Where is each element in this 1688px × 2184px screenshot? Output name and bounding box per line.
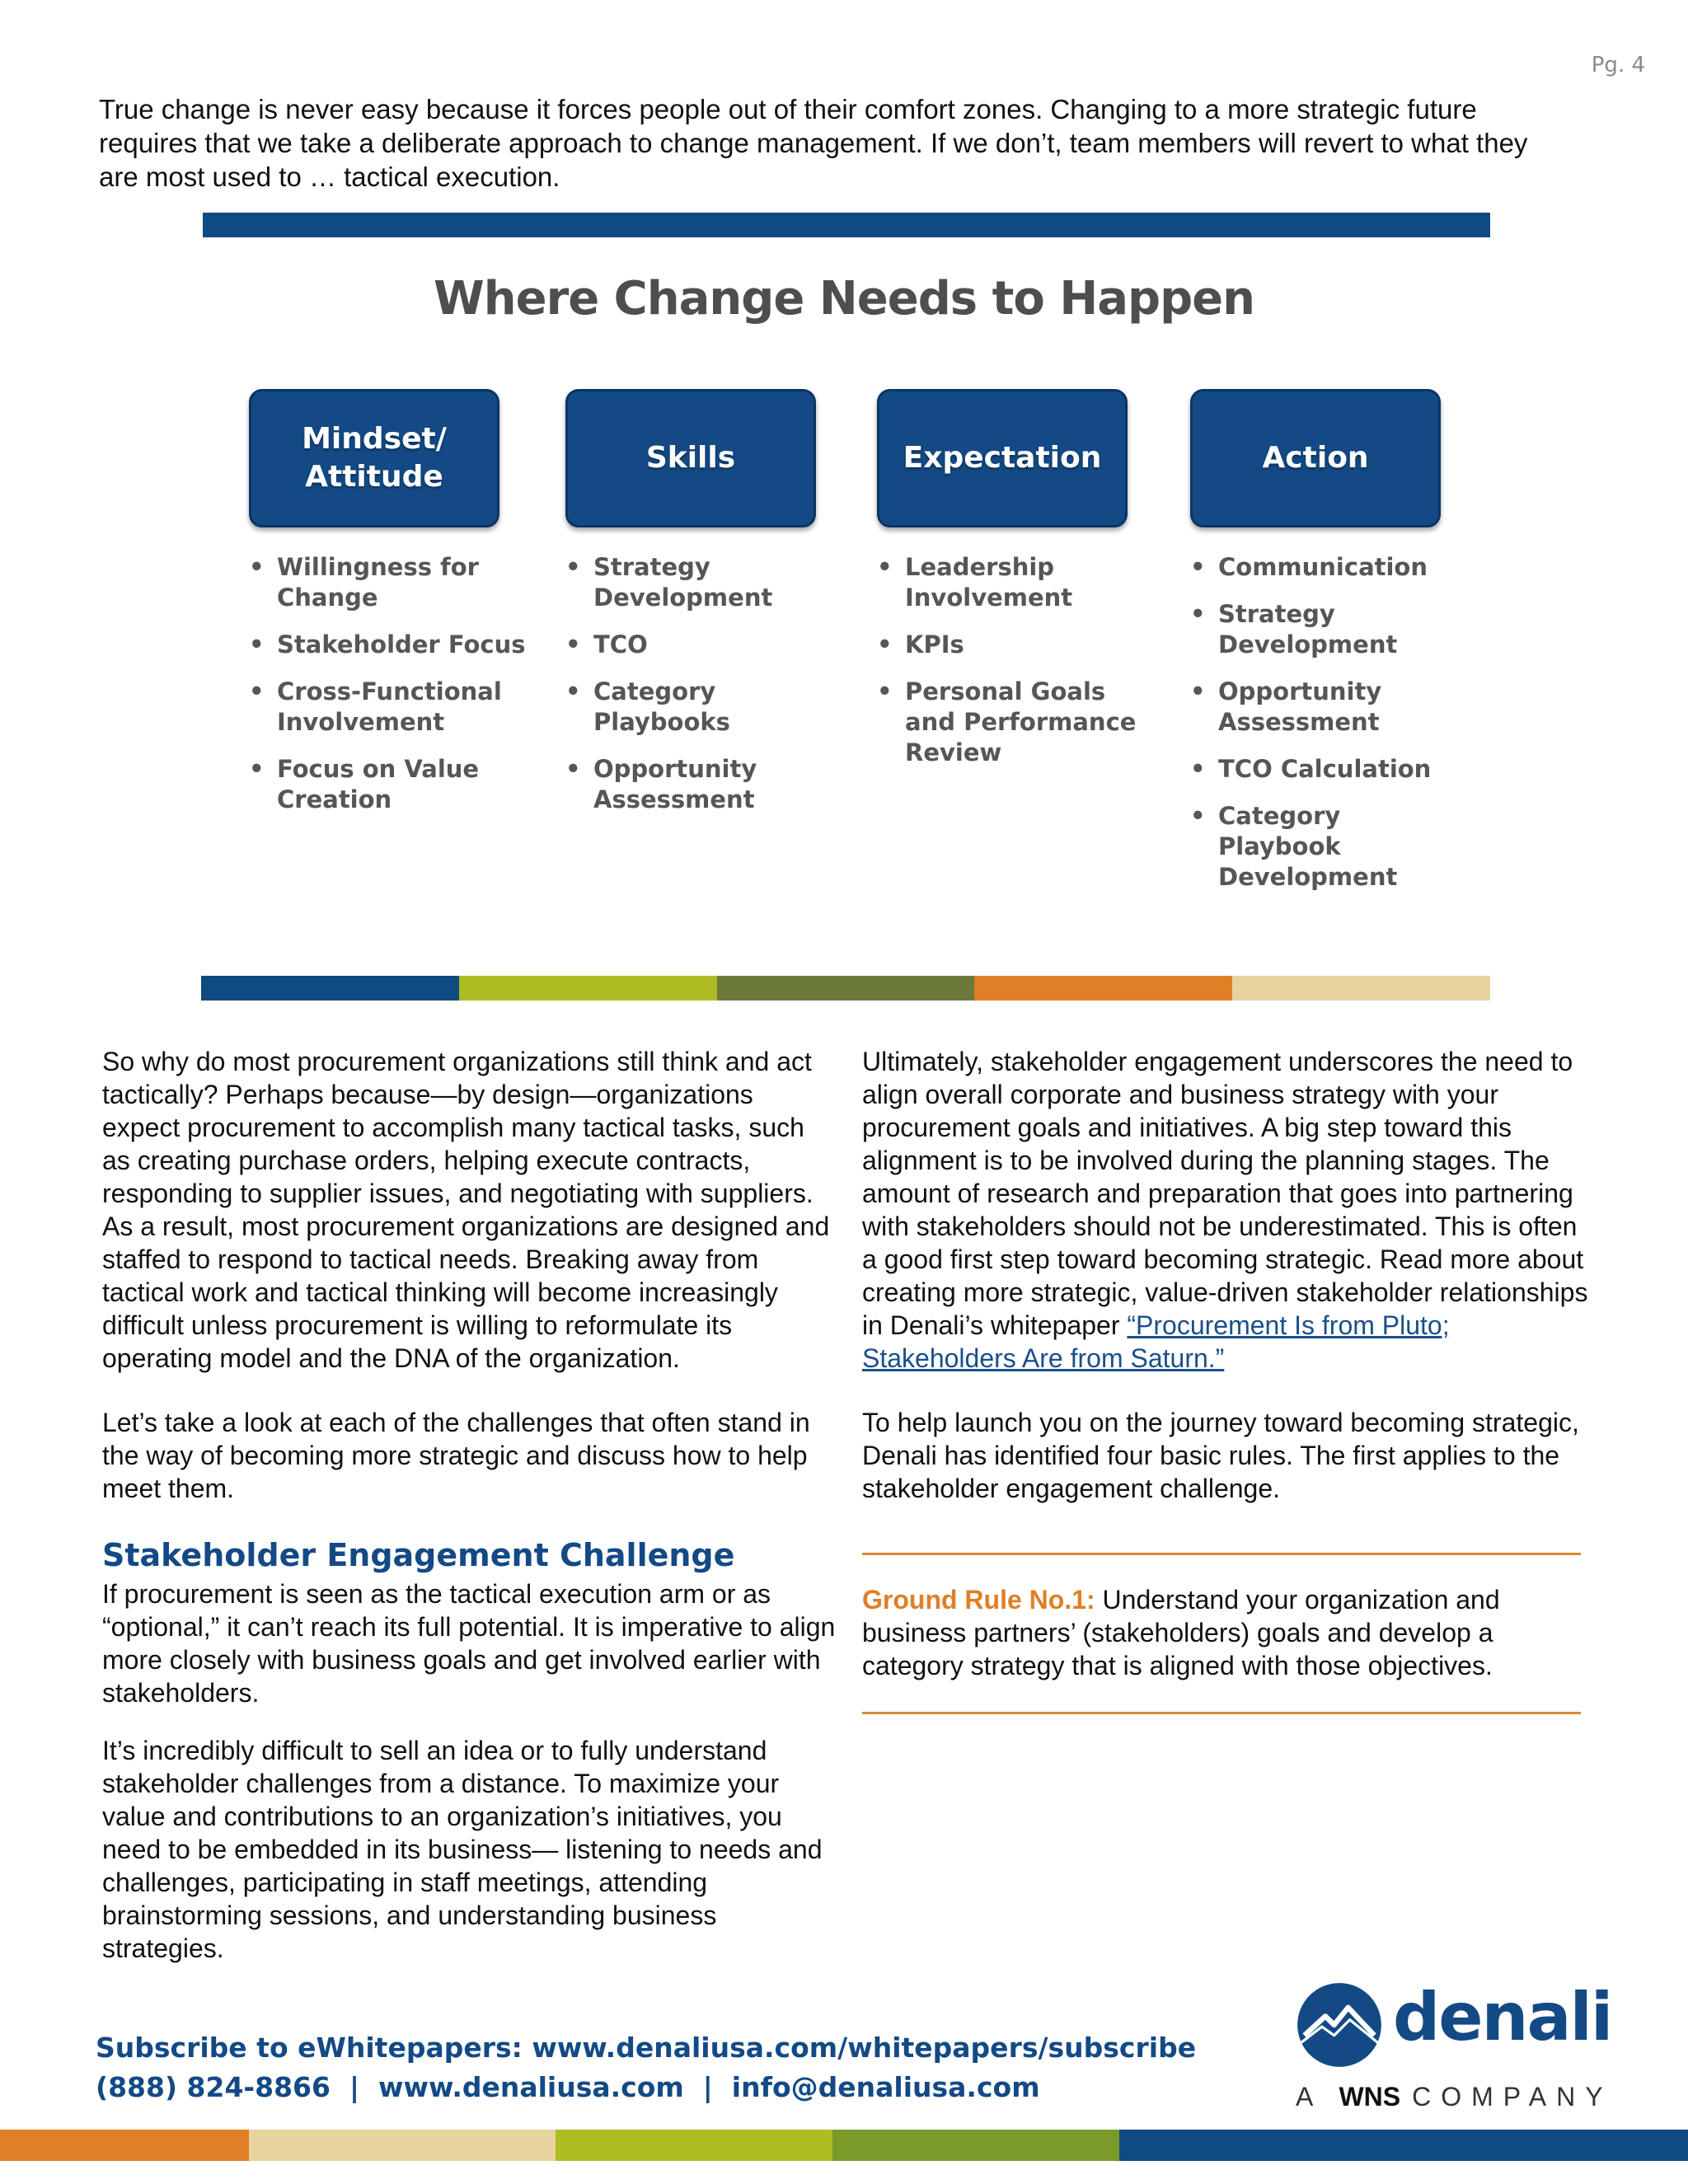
column-list bbox=[877, 552, 1157, 768]
body-paragraph bbox=[862, 1045, 1596, 1375]
left-column bbox=[102, 1045, 836, 1996]
body-text: Ultimately, stakeholder engagement underscores the need to align overall corporate and business strategy with your procurement goals and initiatives. A big step toward this alignment is to be involved during the planning stages. The amount of research and preparation that goes into partnering with stakeholders should not be underestimated. This is often a good first step toward becoming strategic. Read more about creating more strategic, value-driven stakeholder relationships in Denali’s whitepaper bbox=[862, 1047, 1588, 1340]
logo-tagline bbox=[1296, 2082, 1613, 2112]
change-column-expectation bbox=[877, 389, 1157, 785]
right-column bbox=[862, 1045, 1596, 1536]
list-item: • Strategy Development bbox=[565, 552, 846, 613]
color-segment bbox=[201, 976, 459, 1001]
list-item: • Category Playbooks bbox=[565, 677, 846, 738]
logo-tag-wns: WNS bbox=[1339, 2082, 1401, 2111]
change-column-action bbox=[1190, 389, 1470, 909]
color-segment bbox=[1232, 976, 1490, 1001]
ground-rule-text: Understand your organization and business partners’ (stakeholders) goals and develop a category strategy that is aligned with those objectives. bbox=[862, 1585, 1500, 1680]
list-item: • Willingness for Change bbox=[249, 552, 529, 613]
body-paragraph: So why do most procurement organizations still think and act tactically? Perhaps because—by design—organizations expect procurement to accomplish many tactical tasks, such as creating purchase orders, helping execute contracts, responding to supplier issues, and negotiating with suppliers. As a result, most procurement organizations are designed and staffed to respond to tactical needs. Breaking away from tactical work and tactical thinking will become increasingly difficult unless procurement is willing to reformulate its operating model and the DNA of the organization. bbox=[102, 1047, 830, 1373]
color-segment bbox=[0, 2130, 249, 2161]
list-item: • Personal Goals and Performance Review bbox=[877, 677, 1157, 768]
color-segment bbox=[832, 2130, 1119, 2161]
list-item: • TCO bbox=[565, 630, 846, 660]
column-heading-box bbox=[249, 389, 499, 527]
color-segment bbox=[459, 976, 717, 1001]
logo-tag-company: COMPANY bbox=[1412, 2082, 1613, 2111]
list-item: • Communication bbox=[1190, 552, 1470, 583]
footer-subscribe[interactable]: Subscribe to eWhitepapers: www.denaliusa.com/whitepapers/subscribe bbox=[96, 2032, 1197, 2064]
ground-rule-callout bbox=[862, 1553, 1581, 1714]
body-paragraph: To help launch you on the journey toward becoming strategic, Denali has identified four basic rules. The first applies to the stakeholder engagement challenge. bbox=[862, 1408, 1579, 1503]
column-list bbox=[1190, 552, 1470, 893]
column-heading-box bbox=[877, 389, 1128, 527]
graphic-top-rule bbox=[203, 213, 1490, 237]
column-heading: Skills bbox=[645, 441, 736, 475]
color-segment bbox=[249, 2130, 556, 2161]
column-list bbox=[249, 552, 529, 815]
list-item: • Opportunity Assessment bbox=[1190, 677, 1470, 738]
section-heading: Stakeholder Engagement Challenge bbox=[102, 1537, 735, 1573]
color-segment bbox=[1119, 2130, 1688, 2161]
list-item: • Strategy Development bbox=[1190, 599, 1470, 660]
color-segment bbox=[556, 2130, 832, 2161]
change-column-mindset bbox=[249, 389, 529, 832]
denali-logo bbox=[1296, 1976, 1613, 2116]
graphic-title: Where Change Needs to Happen bbox=[433, 272, 1255, 326]
list-item: • KPIs bbox=[877, 630, 1157, 660]
column-heading: Expectation bbox=[903, 441, 1102, 475]
column-heading-box bbox=[1190, 389, 1441, 527]
body-paragraph: If procurement is seen as the tactical execution arm or as “optional,” it can’t reach its full potential. It is imperative to align more closely with business goals and get involved earlier with stakeholders. bbox=[102, 1579, 836, 1708]
footer-contact[interactable]: (888) 824-8866 | www.denaliusa.com | info@denaliusa.com bbox=[96, 2071, 1040, 2103]
intro-paragraph: True change is never easy because it forces people out of their comfort zones. Changing to a more strategic future requires that we take a deliberate approach to change management. If we don’t, team members will revert to what they are most used to … tactical execution. bbox=[99, 94, 1528, 192]
color-segment bbox=[717, 976, 975, 1001]
list-item: • Stakeholder Focus bbox=[249, 630, 529, 660]
body-paragraph: Let’s take a look at each of the challenges that often stand in the way of becoming more strategic and discuss how to help meet them. bbox=[102, 1408, 810, 1503]
list-item: • Category Playbook Development bbox=[1190, 801, 1470, 893]
logo-tag-a: A bbox=[1296, 2082, 1322, 2111]
ground-rule-label: Ground Rule No.1: bbox=[862, 1585, 1095, 1615]
list-item: • TCO Calculation bbox=[1190, 754, 1470, 785]
list-item: • Leadership Involvement bbox=[877, 552, 1157, 613]
column-heading-line1: Mindset/ bbox=[302, 422, 447, 456]
graphic-color-rule bbox=[201, 976, 1490, 1001]
list-item: • Cross-Functional Involvement bbox=[249, 677, 529, 738]
column-list bbox=[565, 552, 846, 815]
color-segment bbox=[974, 976, 1232, 1001]
column-heading bbox=[302, 420, 447, 496]
logo-wordmark: denali bbox=[1393, 1979, 1612, 2055]
whitepaper-link[interactable]: “Procurement Is from Pluto; Stakeholders Are from Saturn.” bbox=[862, 1310, 1450, 1373]
list-item: • Opportunity Assessment bbox=[565, 754, 846, 815]
column-heading: Action bbox=[1262, 441, 1369, 475]
column-heading-box bbox=[565, 389, 816, 527]
body-paragraph: It’s incredibly difficult to sell an idea or to fully understand stakeholder challenges from a distance. To maximize your value and contributions to an organization’s initiatives, you need to be embedded in its business— listening to needs and challenges, participating in staff meetings, attending brainstorming sessions, and understanding business strategies. bbox=[102, 1736, 823, 1963]
column-heading-line2: Attitude bbox=[305, 460, 443, 494]
footer-color-bar bbox=[0, 2130, 1688, 2161]
page-number: Pg. 4 bbox=[1591, 53, 1645, 77]
mountain-logo-icon bbox=[1296, 1981, 1383, 2069]
list-item: • Focus on Value Creation bbox=[249, 754, 529, 815]
change-column-skills bbox=[565, 389, 846, 832]
